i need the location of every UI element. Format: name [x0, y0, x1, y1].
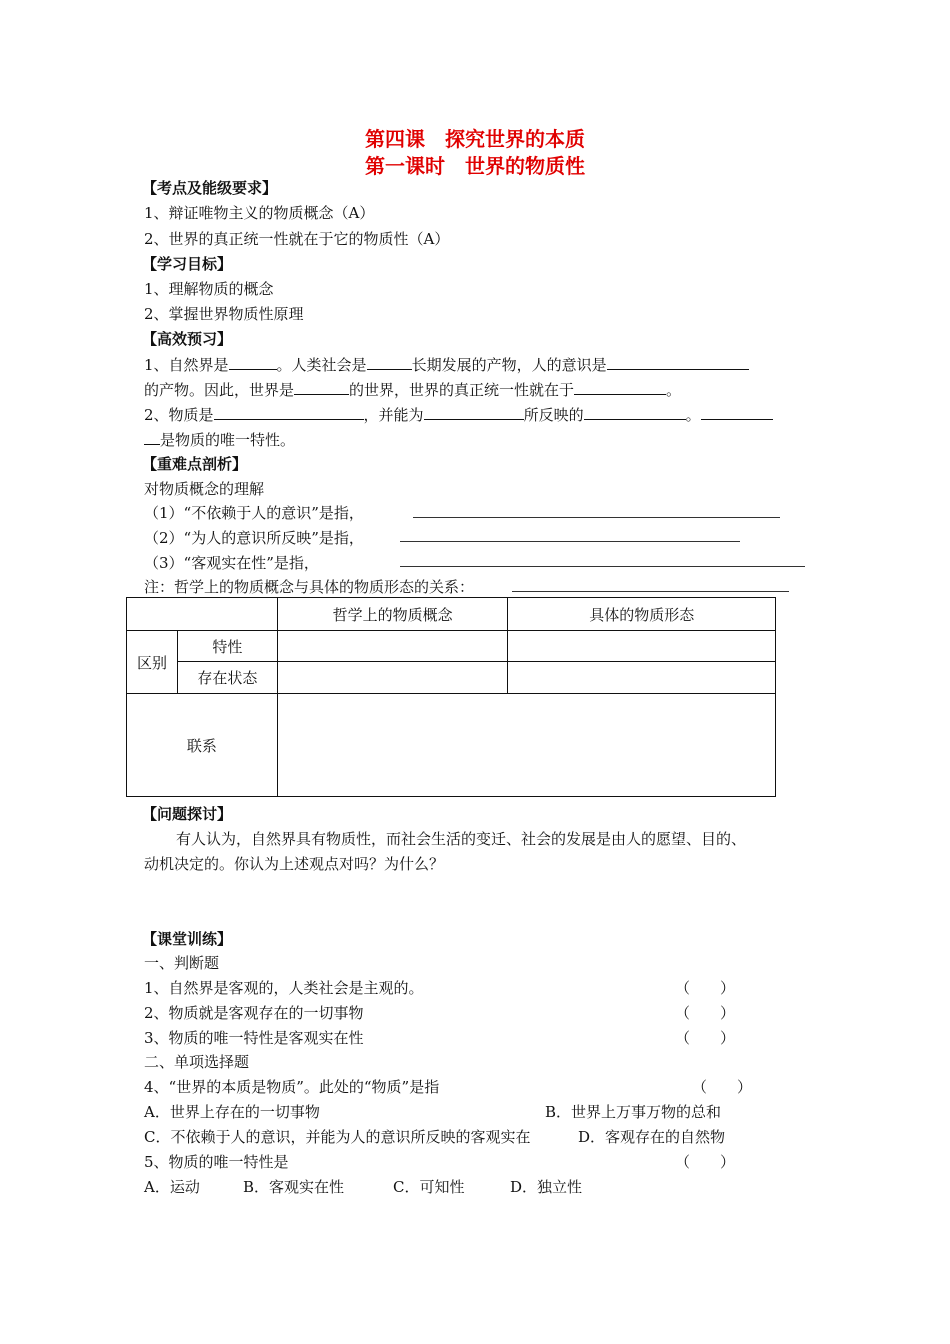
blank[interactable] [214, 405, 364, 420]
exam-point-1: 1、辩证唯物主义的物质概念（A） [144, 204, 375, 222]
table-row-state: 存在状态 [177, 662, 277, 694]
analysis-item-1: （1）“不依赖于人的意识”是指， [144, 504, 364, 522]
blank[interactable] [607, 355, 749, 370]
table-cell[interactable] [277, 694, 775, 797]
discussion-line-2: 动机决定的。你认为上述观点对吗？为什么？ [144, 855, 445, 873]
analysis-item-3: （3）“客观实在性”是指， [144, 554, 319, 572]
option-4b[interactable]: B．世界上万事万物的总和 [545, 1103, 722, 1121]
answer-paren[interactable]: （ ） [675, 1153, 736, 1171]
option-4d[interactable]: D．客观存在的自然物 [578, 1128, 726, 1146]
judge-question-2: 2、物质就是客观存在的一切事物 [144, 1004, 364, 1022]
option-5b[interactable]: B．客观实在性 [243, 1178, 345, 1196]
analysis-intro: 对物质概念的理解 [144, 480, 265, 498]
choice-question-4: 4、“世界的本质是物质”。此处的“物质”是指 [144, 1078, 440, 1096]
page-subtitle: 第一课时 世界的物质性 [365, 154, 585, 178]
blank[interactable] [144, 430, 160, 445]
preview-q2-a: 2、物质是 [144, 406, 214, 424]
table-cell[interactable] [277, 662, 508, 694]
blank[interactable] [294, 380, 349, 395]
discussion-heading: 【问题探讨】 [142, 805, 233, 823]
blank[interactable] [367, 355, 412, 370]
table-header-concrete: 具体的物质形态 [508, 598, 776, 631]
table-corner-cell [127, 598, 278, 631]
preview-q2-e: 是物质的唯一特性。 [160, 431, 296, 449]
option-4a[interactable]: A．世界上存在的一切事物 [144, 1103, 320, 1121]
preview-q2-c: 所反映的 [523, 406, 584, 424]
table-group-difference: 区别 [127, 631, 178, 694]
table-row-connection: 联系 [127, 694, 278, 797]
preview-q1-line2 [144, 379, 681, 400]
blank[interactable] [584, 405, 686, 420]
option-5c[interactable]: C．可知性 [393, 1178, 465, 1196]
blank[interactable] [574, 380, 666, 395]
option-5d[interactable]: D．独立性 [510, 1178, 583, 1196]
answer-paren[interactable]: （ ） [675, 979, 736, 997]
judge-question-1: 1、自然界是客观的，人类社会是主观的。 [144, 979, 424, 997]
preview-heading: 【高效预习】 [142, 330, 233, 348]
analysis-note: 注：哲学上的物质概念与具体的物质形态的关系： [144, 578, 475, 596]
preview-q1-f: 。 [666, 381, 682, 399]
training-heading: 【课堂训练】 [142, 930, 233, 948]
page-title: 第四课 探究世界的本质 [365, 127, 585, 151]
goal-1: 1、理解物质的概念 [144, 280, 274, 298]
answer-line[interactable] [400, 541, 740, 542]
goal-2: 2、掌握世界物质性原理 [144, 305, 304, 323]
choice-question-5: 5、物质的唯一特性是 [144, 1153, 289, 1171]
answer-paren[interactable]: （ ） [675, 1004, 736, 1022]
preview-q2-line2 [144, 429, 295, 450]
preview-q1-c: 长期发展的产物，人的意识是 [411, 356, 607, 374]
preview-q1-b: 。人类社会是 [276, 356, 367, 374]
table-cell[interactable] [508, 662, 776, 694]
exam-point-2: 2、世界的真正统一性就在于它的物质性（A） [144, 230, 450, 248]
preview-q1-line1 [144, 354, 749, 375]
section-single-choice: 二、单项选择题 [144, 1053, 250, 1071]
analysis-item-2: （2）“为人的意识所反映”是指， [144, 529, 364, 547]
comparison-table [126, 597, 776, 797]
preview-q1-a: 1、自然界是 [144, 356, 229, 374]
judge-question-3: 3、物质的唯一特性是客观实在性 [144, 1029, 364, 1047]
answer-line[interactable] [400, 566, 805, 567]
blank[interactable] [424, 405, 524, 420]
preview-q1-d: 的产物。因此，世界是 [144, 381, 295, 399]
table-cell[interactable] [277, 631, 508, 662]
answer-paren[interactable]: （ ） [692, 1078, 753, 1096]
section-judgement: 一、判断题 [144, 954, 220, 972]
table-row-characteristic: 特性 [177, 631, 277, 662]
preview-q2-line1 [144, 404, 773, 425]
option-5a[interactable]: A．运动 [144, 1178, 200, 1196]
preview-q2-d: 。 [685, 406, 701, 424]
table-header-philosophy: 哲学上的物质概念 [277, 598, 508, 631]
blank[interactable] [229, 355, 277, 370]
goals-heading: 【学习目标】 [142, 255, 233, 273]
discussion-line-1: 有人认为，自然界具有物质性，而社会生活的变迁、社会的发展是由人的愿望、目的、 [176, 830, 747, 848]
table-cell[interactable] [508, 631, 776, 662]
answer-line[interactable] [512, 591, 789, 592]
exam-points-heading: 【考点及能级要求】 [142, 179, 278, 197]
analysis-heading: 【重难点剖析】 [142, 455, 248, 473]
preview-q1-e: 的世界，世界的真正统一性就在于 [349, 381, 575, 399]
option-4c[interactable]: C．不依赖于人的意识，并能为人的意识所反映的客观实在 [144, 1128, 531, 1146]
answer-line[interactable] [413, 517, 780, 518]
answer-paren[interactable]: （ ） [675, 1029, 736, 1047]
blank[interactable] [701, 405, 773, 420]
preview-q2-b: ，并能为 [363, 406, 424, 424]
